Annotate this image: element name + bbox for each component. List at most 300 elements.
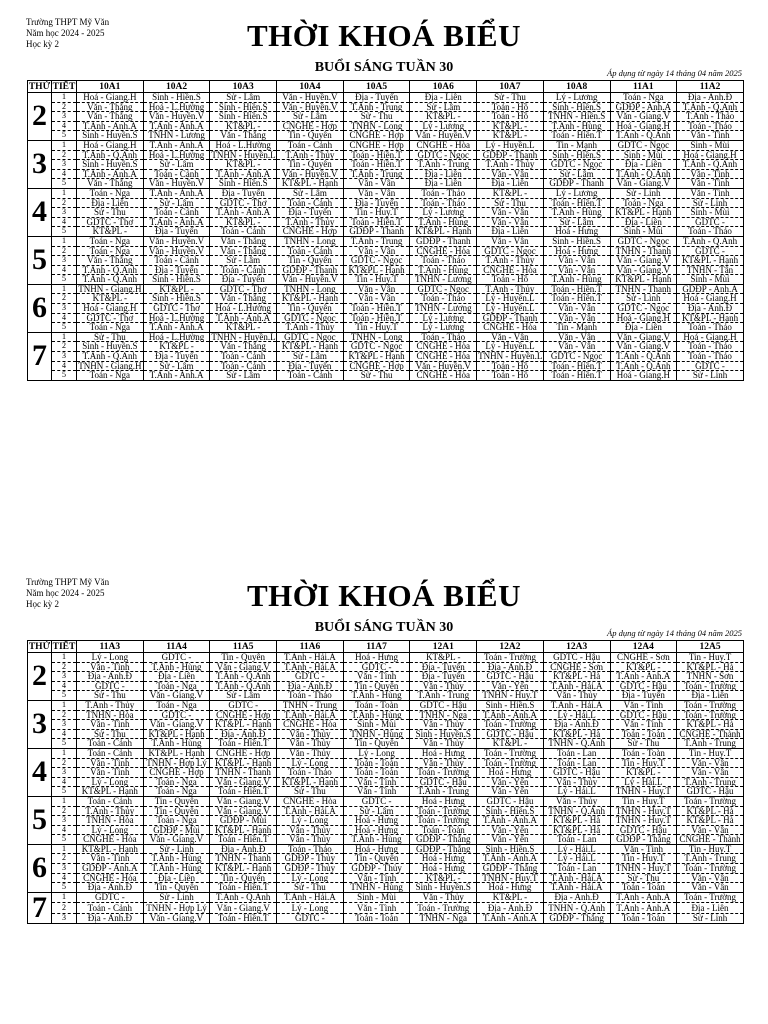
lesson-cell: Địa - Liên: [610, 217, 677, 227]
lesson-cell: Hoá - Giang.H: [77, 93, 144, 103]
table-row: [28, 294, 744, 304]
lesson-cell: TNHN - Thanh: [210, 854, 277, 864]
lesson-cell: T.Anh - Anh.A: [477, 816, 544, 826]
lesson-cell: GDĐP - Thanh: [343, 227, 410, 237]
lesson-cell: T.Anh - Q.Anh: [677, 102, 744, 112]
lesson-cell: Toán - Hiền.T: [543, 131, 610, 141]
lesson-cell: T.Anh - Q.Anh: [77, 352, 144, 362]
lesson-cell: T.Anh - Hải.A: [543, 873, 610, 883]
lesson-cell: Hoá - Giang.H: [77, 304, 144, 314]
lesson-cell: Sử - Thu: [343, 371, 410, 381]
period-number: 3: [52, 768, 77, 778]
lesson-cell: Văn - Tình: [343, 777, 410, 787]
lesson-cell: Toán - Trường: [410, 806, 477, 816]
col-header-class: 10A4: [277, 81, 344, 93]
lesson-cell: Sinh - Hiền.S: [477, 844, 544, 854]
lesson-cell: Văn - Giang.V: [610, 332, 677, 342]
school-year: Năm học 2024 - 2025: [26, 28, 105, 38]
period-number: 3: [52, 208, 77, 218]
col-header-class: 12A5: [677, 641, 744, 653]
lesson-cell: Văn - Vân: [543, 256, 610, 266]
lesson-cell: Tin - Huy.T: [343, 208, 410, 218]
lesson-cell: Văn - Thắng: [210, 246, 277, 256]
lesson-cell: GDTC - Hậu: [610, 825, 677, 835]
lesson-cell: GDTC -: [677, 217, 744, 227]
lesson-cell: KT&PL - Hạnh: [277, 342, 344, 352]
lesson-cell: T.Anh - Q.Anh: [677, 160, 744, 170]
lesson-cell: Địa - Anh.Đ: [543, 892, 610, 902]
lesson-cell: T.Anh - Anh.A: [143, 140, 210, 150]
lesson-cell: Toán - Thảo: [677, 227, 744, 237]
period-number: 5: [52, 883, 77, 893]
lesson-cell: Toán - Hồ: [477, 275, 544, 285]
lesson-cell: Toán - Nga: [77, 188, 144, 198]
lesson-cell: Văn - Tình: [610, 844, 677, 854]
lesson-cell: Lý - Lương: [543, 188, 610, 198]
table-row: [28, 806, 744, 816]
lesson-cell: Văn - Vân: [677, 758, 744, 768]
lesson-cell: KT&PL -: [143, 342, 210, 352]
lesson-cell: CNGHE - Hòa: [410, 246, 477, 256]
lesson-cell: T.Anh - Q.Anh: [77, 265, 144, 275]
lesson-cell: Văn - Vân: [343, 284, 410, 294]
lesson-cell: Tin - Quyên: [343, 681, 410, 691]
lesson-cell: KT&PL - Hạnh: [343, 352, 410, 362]
lesson-cell: Toán - Thảo: [277, 844, 344, 854]
period-number: 1: [52, 188, 77, 198]
lesson-cell: Văn - Giang.V: [610, 179, 677, 189]
lesson-cell: TNHN - Long: [277, 236, 344, 246]
lesson-cell: KT&PL - Hà: [543, 672, 610, 682]
lesson-cell: GDTC - Thơ: [77, 217, 144, 227]
lesson-cell: CNGHE - Hòa: [477, 265, 544, 275]
period-number: 2: [52, 806, 77, 816]
lesson-cell: Văn - Vân: [677, 873, 744, 883]
lesson-cell: TNHN - Hòa: [77, 816, 144, 826]
lesson-cell: GDTC -: [143, 710, 210, 720]
lesson-cell: Toán - Trường: [477, 748, 544, 758]
lesson-cell: GDĐP - Thủy: [343, 864, 410, 874]
table-row: [28, 854, 744, 864]
lesson-cell: Toán - Thảo: [410, 332, 477, 342]
lesson-cell: Sử - Lâm: [210, 691, 277, 701]
lesson-cell: Văn - Thắng: [77, 112, 144, 122]
lesson-cell: Văn - Yến: [477, 787, 544, 797]
lesson-cell: T.Anh - Trung: [343, 236, 410, 246]
lesson-cell: Toán - Nga: [610, 198, 677, 208]
school-term: Học kỳ 2: [26, 39, 59, 49]
lesson-cell: GDTC - Thơ: [210, 284, 277, 294]
lesson-cell: T.Anh - Anh.A: [610, 903, 677, 913]
lesson-cell: CNGHE - Hợp: [143, 768, 210, 778]
lesson-cell: TNHN - Lương: [143, 131, 210, 141]
table-row: [28, 371, 744, 381]
lesson-cell: Văn - Giang.V: [210, 777, 277, 787]
lesson-cell: Văn - Huyền.V: [143, 112, 210, 122]
lesson-cell: Hoá - Giang.H: [77, 140, 144, 150]
lesson-cell: Địa - Anh.Đ: [210, 729, 277, 739]
page-title: THỜI KHOÁ BIỂU: [247, 578, 521, 613]
table-row: [28, 903, 744, 913]
lesson-cell: Toán - Nga: [77, 323, 144, 333]
lesson-cell: GDTC - Ngọc: [477, 246, 544, 256]
lesson-cell: Toán - Toàn: [343, 768, 410, 778]
lesson-cell: KT&PL - Hạnh: [210, 825, 277, 835]
lesson-cell: TNHN - Giang.H: [78, 284, 142, 294]
period-number: 1: [52, 332, 77, 342]
lesson-cell: Văn - Vân: [343, 179, 410, 189]
lesson-cell: KT&PL - Hà: [677, 662, 744, 672]
lesson-cell: Toán - Trường: [677, 796, 744, 806]
period-number: 2: [52, 662, 77, 672]
lesson-cell: Văn - Tình: [77, 854, 144, 864]
lesson-cell: Văn - Thắng: [77, 102, 144, 112]
lesson-cell: Địa - Tuyến: [343, 93, 410, 103]
period-number: 1: [52, 140, 77, 150]
lesson-cell: GDTC -: [277, 913, 344, 923]
table-row: [28, 739, 744, 749]
lesson-cell: CNGHE - Hợp: [210, 748, 277, 758]
lesson-cell: Văn - Tình: [677, 188, 744, 198]
day-cell: 2: [28, 653, 52, 701]
lesson-cell: Sinh - Hiền.S: [210, 179, 277, 189]
lesson-cell: T.Anh - Anh.A: [610, 892, 677, 902]
lesson-cell: Toán - Nga: [77, 246, 144, 256]
lesson-cell: KT&PL - Hạnh: [210, 864, 277, 874]
lesson-cell: KT&PL - Hạnh: [277, 179, 344, 189]
lesson-cell: TNHN - Huy.T: [610, 864, 677, 874]
lesson-cell: Văn - Tình: [343, 672, 410, 682]
lesson-cell: T.Anh - Hùng: [410, 217, 477, 227]
lesson-cell: Toán - Toàn: [610, 748, 677, 758]
period-number: 1: [52, 93, 77, 103]
lesson-cell: Toán - Toàn: [610, 729, 677, 739]
lesson-cell: KT&PL -: [77, 227, 144, 237]
lesson-cell: GDTC -: [277, 672, 344, 682]
table-row: [28, 284, 744, 294]
lesson-cell: Lý - Long: [77, 653, 144, 663]
lesson-cell: Toán - Nga: [77, 236, 144, 246]
lesson-cell: GDĐP - Mùi: [143, 825, 210, 835]
period-number: 4: [52, 361, 77, 371]
lesson-cell: GDĐP - Thanh: [477, 313, 544, 323]
lesson-cell: GDĐP - Anh.A: [610, 102, 677, 112]
school-school: Trường THPT Mỹ Văn: [26, 577, 110, 587]
lesson-cell: Văn - Giang.V: [210, 662, 277, 672]
period-number: 3: [52, 816, 77, 826]
lesson-cell: Sử - Lâm: [343, 806, 410, 816]
table-row: [28, 768, 744, 778]
lesson-cell: Văn - Tình: [77, 662, 144, 672]
col-header-class: 11A3: [77, 641, 144, 653]
lesson-cell: GDTC - Ngọc: [543, 352, 610, 362]
lesson-cell: Tin - Huy.T: [677, 748, 744, 758]
lesson-cell: Toán - Cảnh: [210, 352, 277, 362]
table-row: [28, 256, 744, 266]
lesson-cell: T.Anh - Thủy: [477, 160, 544, 170]
lesson-cell: Tin - Huy.T: [610, 758, 677, 768]
lesson-cell: Toán - Cảnh: [210, 265, 277, 275]
lesson-cell: T.Anh - Trung: [343, 169, 410, 179]
table-row: [28, 873, 744, 883]
lesson-cell: Sinh - Hiền.S: [210, 102, 277, 112]
lesson-cell: Toán - Hồ: [477, 102, 544, 112]
lesson-cell: KT&PL -: [477, 892, 544, 902]
lesson-cell: Văn - Vân: [477, 208, 544, 218]
lesson-cell: Văn - Thủy: [543, 777, 610, 787]
lesson-cell: Tin - Huy.T: [343, 323, 410, 333]
lesson-cell: KT&PL - Hà: [543, 816, 610, 826]
lesson-cell: GDTC -: [343, 662, 410, 672]
lesson-cell: KT&PL -: [143, 284, 210, 294]
lesson-cell: Toán - Hiền.T: [543, 294, 610, 304]
lesson-cell: TNHN - Huyền.L: [478, 351, 543, 362]
lesson-cell: KT&PL - Hạnh: [77, 844, 144, 854]
lesson-cell: Sinh - Huyền.S: [77, 342, 144, 352]
lesson-cell: GDTC - Hậu: [477, 672, 544, 682]
lesson-cell: T.Anh - Anh.A: [143, 121, 210, 131]
lesson-cell: Toán - Trường: [477, 720, 544, 730]
lesson-cell: GDTC - Hậu: [410, 700, 477, 710]
lesson-cell: CNGHE - Hợp: [277, 227, 344, 237]
col-header-class: 10A3: [210, 81, 277, 93]
lesson-cell: GDĐP - Thủy: [277, 864, 344, 874]
lesson-cell: Sử - Linh: [610, 188, 677, 198]
lesson-cell: TNHN - Huy.T: [610, 806, 677, 816]
lesson-cell: Toán - Thảo: [677, 323, 744, 333]
lesson-cell: KT&PL -: [610, 768, 677, 778]
lesson-cell: T.Anh - Thủy: [77, 806, 144, 816]
lesson-cell: T.Anh - Anh.A: [143, 188, 210, 198]
table-row: [28, 892, 744, 902]
lesson-cell: Văn - Giang.V: [210, 903, 277, 913]
lesson-cell: GDTC - Hậu: [677, 787, 744, 797]
table-row: [28, 681, 744, 691]
lesson-cell: Toán - Toàn: [410, 825, 477, 835]
period-number: 4: [52, 681, 77, 691]
lesson-cell: Văn - Thủy: [277, 739, 344, 749]
lesson-cell: T.Anh - Trung: [410, 691, 477, 701]
lesson-cell: KT&PL -: [477, 188, 544, 198]
lesson-cell: Toán - Hồ: [477, 112, 544, 122]
lesson-cell: Toán - Hiền.T: [210, 787, 277, 797]
lesson-cell: Văn - Giang.V: [143, 691, 210, 701]
lesson-cell: Văn - Vân: [477, 217, 544, 227]
lesson-cell: Toán - Hồ: [477, 361, 544, 371]
lesson-cell: Văn - Thủy: [543, 796, 610, 806]
period-number: 2: [52, 150, 77, 160]
lesson-cell: T.Anh - Q.Anh: [210, 672, 277, 682]
lesson-cell: Văn - Thắng: [77, 179, 144, 189]
lesson-cell: TNHN - Long: [343, 332, 410, 342]
col-header-class: 10A1: [77, 81, 144, 93]
lesson-cell: Văn - Thủy: [277, 825, 344, 835]
lesson-cell: Văn - Giang.V: [210, 796, 277, 806]
lesson-cell: GDĐP - Anh.A: [677, 284, 744, 294]
lesson-cell: Hoá - Hưng: [410, 854, 477, 864]
table-row: [28, 304, 744, 314]
lesson-cell: Văn - Yến: [477, 835, 544, 845]
school-school: Trường THPT Mỹ Văn: [26, 17, 110, 27]
day-cell: 5: [28, 236, 52, 284]
lesson-cell: TNHN - Nga: [410, 913, 477, 923]
lesson-cell: Sử - Linh: [143, 844, 210, 854]
lesson-cell: T.Anh - Thủy: [277, 217, 344, 227]
lesson-cell: TNHN - Sơn: [677, 672, 744, 682]
table-row: [28, 179, 744, 189]
lesson-cell: Văn - Huyền.V: [143, 179, 210, 189]
header-row: [28, 81, 744, 93]
lesson-cell: KT&PL -: [477, 121, 544, 131]
lesson-cell: Văn - Tình: [610, 700, 677, 710]
lesson-cell: Toán - Nga: [143, 816, 210, 826]
lesson-cell: Địa - Anh.Đ: [77, 913, 144, 923]
lesson-cell: GDTC -: [677, 361, 744, 371]
lesson-cell: Văn - Thủy: [410, 720, 477, 730]
table-row: [28, 313, 744, 323]
lesson-cell: Hoá - Hưng: [343, 825, 410, 835]
lesson-cell: Văn - Thắng: [210, 294, 277, 304]
lesson-cell: Hoá - L.Hường: [143, 102, 210, 112]
lesson-cell: T.Anh - Hùng: [343, 710, 410, 720]
lesson-cell: Địa - Liên: [477, 227, 544, 237]
period-number: 2: [52, 342, 77, 352]
lesson-cell: Lý - Huyền.L: [477, 294, 544, 304]
lesson-cell: Toán - Hiền.T: [343, 160, 410, 170]
period-number: 2: [52, 903, 77, 913]
lesson-cell: Toán - Trường: [677, 864, 744, 874]
lesson-cell: Sử - Thu: [610, 739, 677, 749]
lesson-cell: KT&PL -: [410, 873, 477, 883]
lesson-cell: Văn - Yến: [477, 681, 544, 691]
lesson-cell: Văn - Vân: [543, 265, 610, 275]
lesson-cell: Toán - Cảnh: [77, 748, 144, 758]
lesson-cell: TNHN - Hợp Lý: [143, 758, 210, 768]
lesson-cell: Sử - Linh: [610, 294, 677, 304]
table-row: [28, 787, 744, 797]
lesson-cell: T.Anh - Anh.A: [210, 313, 277, 323]
lesson-cell: TNHN - Thanh: [210, 768, 277, 778]
lesson-cell: T.Anh - Hải.A: [543, 883, 610, 893]
lesson-cell: Địa - Tuyến: [210, 275, 277, 285]
lesson-cell: Toán - Trường: [677, 892, 744, 902]
lesson-cell: Lý - Hải.L: [543, 710, 610, 720]
lesson-cell: KT&PL - Hạnh: [343, 265, 410, 275]
lesson-cell: Sử - Thu: [77, 208, 144, 218]
page-subtitle: BUỔI SÁNG TUẦN 30: [314, 60, 454, 75]
lesson-cell: Sinh - Mùi: [677, 275, 744, 285]
period-number: 2: [52, 246, 77, 256]
lesson-cell: Địa - Anh.Đ: [77, 883, 144, 893]
lesson-cell: TNHN - Hùng: [343, 729, 410, 739]
lesson-cell: Văn - Thắng: [77, 256, 144, 266]
lesson-cell: Toán - Thảo: [410, 198, 477, 208]
lesson-cell: Địa - Tuyến: [210, 188, 277, 198]
lesson-cell: Toán - Trường: [410, 903, 477, 913]
lesson-cell: Văn - Vân: [677, 768, 744, 778]
lesson-cell: Toán - Nga: [77, 371, 144, 381]
lesson-cell: GDTC - Hậu: [610, 681, 677, 691]
col-header-class: 12A2: [477, 641, 544, 653]
col-header-class: 10A6: [410, 81, 477, 93]
lesson-cell: TNHN - Hùng: [343, 883, 410, 893]
lesson-cell: Địa - Liên: [477, 179, 544, 189]
table-row: [28, 796, 744, 806]
lesson-cell: Văn - Thủy: [277, 729, 344, 739]
lesson-cell: T.Anh - Anh.A: [143, 217, 210, 227]
lesson-cell: Sử - Lâm: [143, 198, 210, 208]
lesson-cell: Văn - Tình: [677, 169, 744, 179]
lesson-cell: T.Anh - Trung: [677, 777, 744, 787]
table-row: [28, 227, 744, 237]
lesson-cell: Hoá - Giang.H: [610, 371, 677, 381]
lesson-cell: Lý - Hải.L: [610, 777, 677, 787]
lesson-cell: GDTC -: [77, 892, 144, 902]
period-number: 5: [52, 371, 77, 381]
lesson-cell: TNHN - Huy.T: [477, 691, 544, 701]
lesson-cell: Sinh - Hiền.S: [477, 806, 544, 816]
lesson-cell: Hoá - Giang.H: [677, 150, 744, 160]
lesson-cell: Văn - Vân: [477, 236, 544, 246]
lesson-cell: GDTC - Ngọc: [610, 236, 677, 246]
lesson-cell: Lý - Long: [277, 758, 344, 768]
lesson-cell: Hoá - Giang.H: [610, 313, 677, 323]
lesson-cell: TNHN - Thanh: [610, 284, 677, 294]
lesson-cell: TNHN - Huy.T: [477, 873, 544, 883]
lesson-cell: KT&PL -: [210, 160, 277, 170]
lesson-cell: Hoá - L.Hường: [210, 304, 277, 314]
lesson-cell: Địa - Tuyến: [143, 265, 210, 275]
lesson-cell: Hoá - Hưng: [343, 653, 410, 663]
period-number: 2: [52, 198, 77, 208]
table-row: [28, 825, 744, 835]
lesson-cell: Toán - Trường: [410, 816, 477, 826]
lesson-cell: Văn - Huyền.V: [410, 361, 477, 371]
lesson-cell: Toán - Nga: [143, 777, 210, 787]
lesson-cell: Sử - Thu: [277, 787, 344, 797]
lesson-cell: Tin - Huy.T: [610, 796, 677, 806]
lesson-cell: Văn - Tình: [343, 873, 410, 883]
lesson-cell: Địa - Liên: [410, 179, 477, 189]
lesson-cell: Lý - Hải.L: [543, 844, 610, 854]
lesson-cell: Văn - Giang.V: [610, 256, 677, 266]
lesson-cell: Toán - Toàn: [610, 913, 677, 923]
col-header-class: 12A1: [410, 641, 477, 653]
lesson-cell: Địa - Anh.Đ: [210, 844, 277, 854]
col-header-class: 10A8: [543, 81, 610, 93]
table-row: [28, 913, 744, 923]
period-number: 4: [52, 777, 77, 787]
lesson-cell: TNHN - Tân: [677, 265, 744, 275]
lesson-cell: Sinh - Hiền.S: [543, 150, 610, 160]
table-row: [28, 217, 744, 227]
lesson-cell: T.Anh - Q.Anh: [77, 150, 144, 160]
lesson-cell: GDTC -: [677, 246, 744, 256]
lesson-cell: Văn - Thủy: [410, 739, 477, 749]
lesson-cell: Văn - Tình: [343, 903, 410, 913]
lesson-cell: Văn - Thủy: [543, 691, 610, 701]
lesson-cell: Sinh - Mùi: [610, 227, 677, 237]
lesson-cell: Tin - Quyên: [277, 304, 344, 314]
lesson-cell: Lý - Hải.L: [543, 854, 610, 864]
lesson-cell: Hoá - Hưng: [410, 748, 477, 758]
lesson-cell: Văn - Huyền.V: [277, 93, 344, 103]
lesson-cell: KT&PL - Hạnh: [143, 729, 210, 739]
period-number: 5: [52, 835, 77, 845]
lesson-cell: Sinh - Hiền.S: [143, 275, 210, 285]
lesson-cell: Sử - Thu: [610, 873, 677, 883]
period-number: 2: [52, 758, 77, 768]
